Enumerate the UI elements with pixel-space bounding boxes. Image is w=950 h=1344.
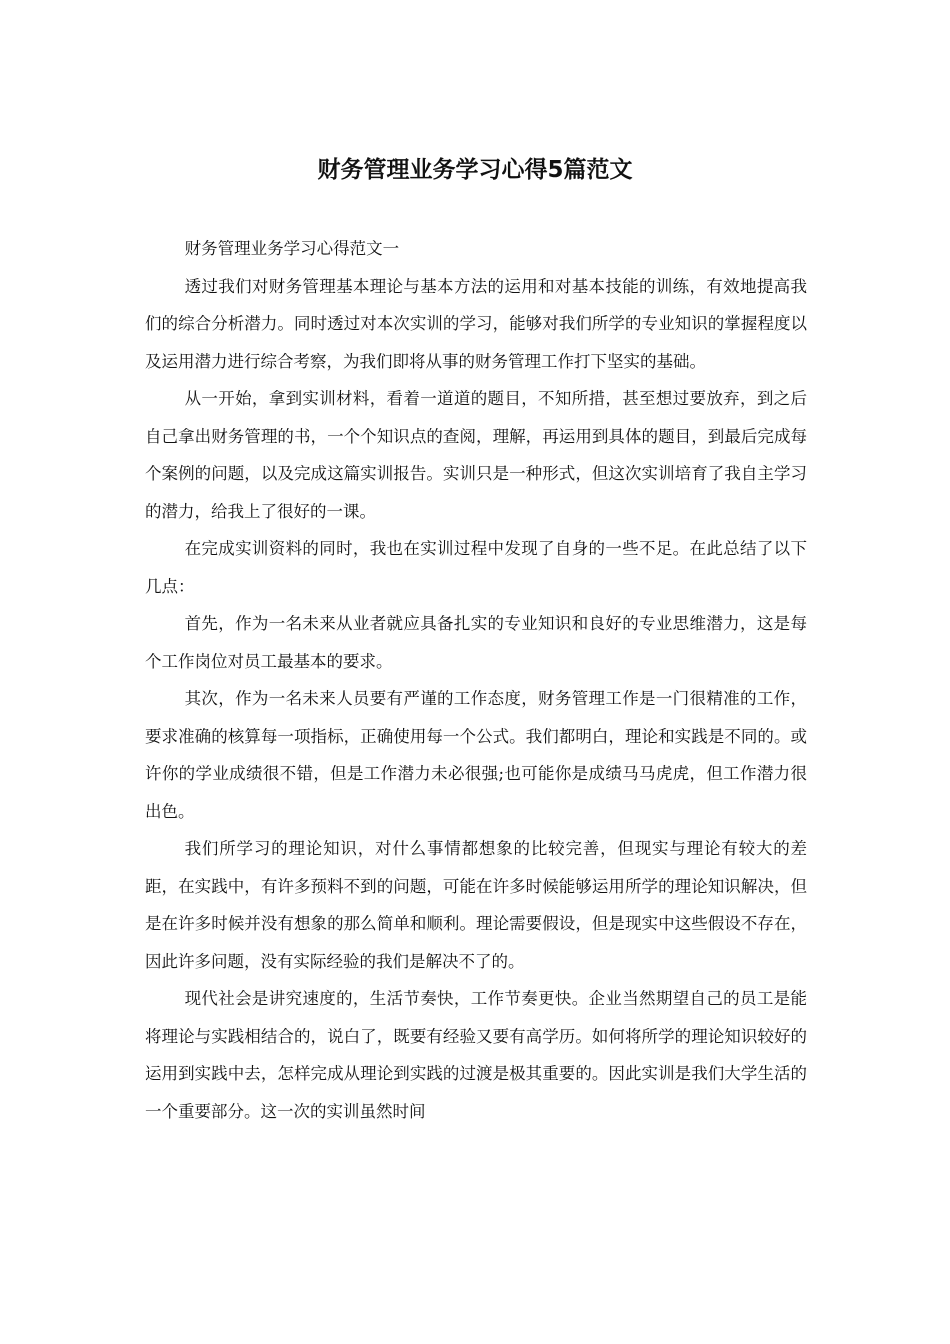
paragraph: 首先，作为一名未来从业者就应具备扎实的专业知识和良好的专业思维潜力，这是每个工作岗位对员工最基本的要求。 — [145, 614, 807, 671]
paragraph: 其次，作为一名未来人员要有严谨的工作态度，财务管理工作是一门很精准的工作，要求准确的核算每一项指标，正确使用每一个公式。我们都明白，理论和实践是不同的。或许你的学业成绩很不错，但是工作潜力未必很强;也可能你是成绩马马虎虎，但工作潜力很出色。 — [145, 689, 807, 821]
paragraph: 在完成实训资料的同时，我也在实训过程中发现了自身的一些不足。在此总结了以下几点： — [145, 539, 807, 596]
document-title: 财务管理业务学习心得5篇范文 — [317, 157, 633, 183]
paragraph: 现代社会是讲究速度的，生活节奏快，工作节奏更快。企业当然期望自己的员工是能将理论与实践相结合的，说白了，既要有经验又要有高学历。如何将所学的理论知识较好的运用到实践中去，怎样完成从理论到实践的过渡是极其重要的。因此实训是我们大学生活的一个重要部分。这一次的实训虽然时间 — [145, 989, 807, 1121]
paragraph: 透过我们对财务管理基本理论与基本方法的运用和对基本技能的训练，有效地提高我们的综合分析潜力。同时透过对本次实训的学习，能够对我们所学的专业知识的掌握程度以及运用潜力进行综合考察，为我们即将从事的财务管理工作打下坚实的基础。 — [145, 276, 807, 371]
section-subtitle: 财务管理业务学习心得范文一 — [184, 239, 400, 258]
paragraph: 从一开始，拿到实训材料，看着一道道的题目，不知所措，甚至想过要放弃，到之后自己拿出财务管理的书，一个个知识点的查阅，理解，再运用到具体的题目，到最后完成每个案例的问题，以及完成这篇实训报告。实训只是一种形式，但这次实训培育了我自主学习的潜力，给我上了很好的一课。 — [145, 389, 807, 521]
document-body — [145, 230, 807, 1130]
paragraph: 我们所学习的理论知识，对什么事情都想象的比较完善，但现实与理论有较大的差距，在实践中，有许多预料不到的问题，可能在许多时候能够运用所学的理论知识解决，但是在许多时候并没有想象的那么简单和顺利。理论需要假设，但是现实中这些假设不存在，因此许多问题，没有实际经验的我们是解决不了的。 — [145, 839, 807, 971]
